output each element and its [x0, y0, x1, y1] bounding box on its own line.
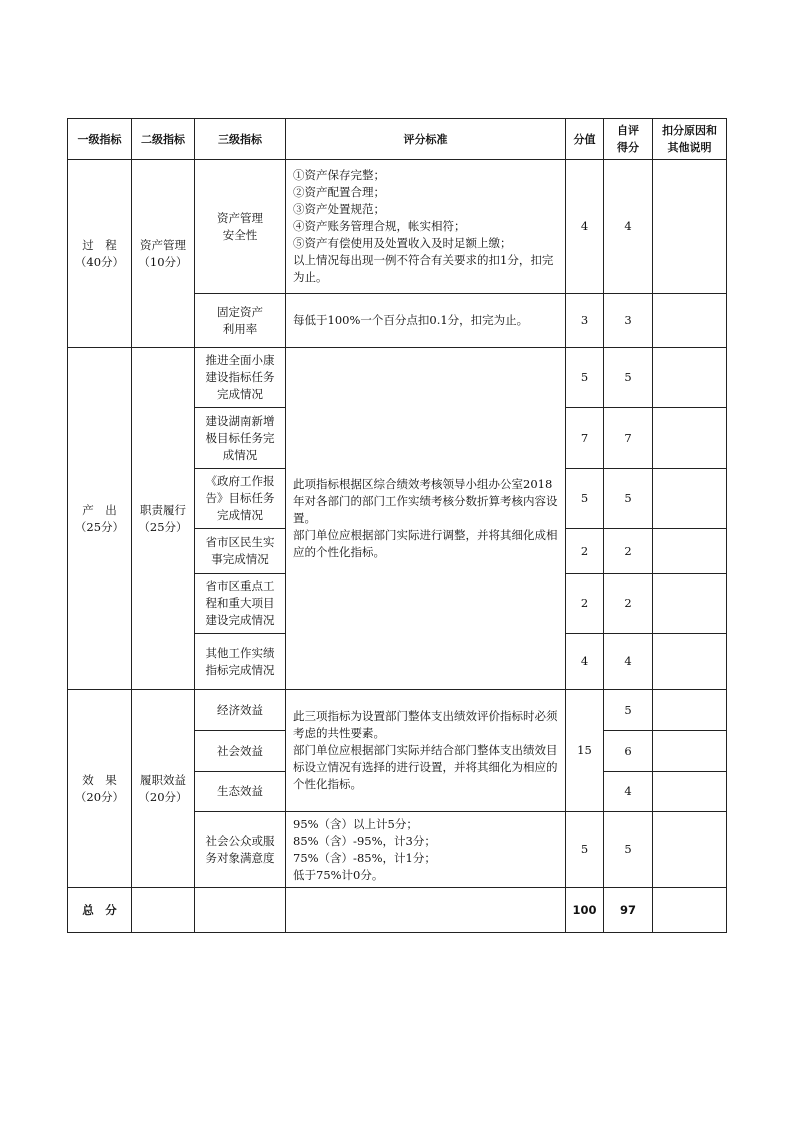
deduct-cell — [653, 772, 727, 812]
deduct-cell — [653, 529, 727, 574]
level3-cell: 推进全面小康建设指标任务完成情况 — [195, 348, 286, 408]
criteria-cell — [286, 812, 566, 888]
output-level1-cell — [68, 348, 132, 690]
level3-cell: 省市区民生实事完成情况 — [195, 529, 286, 574]
criteria-line: ④资产账务管理合规，帐实相符； — [293, 219, 466, 233]
self-score-cell: 5 — [604, 348, 653, 408]
effect-criteria-cell — [286, 690, 566, 812]
criteria-line: 低于75%计0分。 — [293, 867, 384, 882]
effect-level2-cell — [132, 690, 195, 888]
level3-cell: 省市区重点工程和重大项目建设完成情况 — [195, 574, 286, 634]
header-deduct-line1: 扣分原因和 — [662, 124, 717, 137]
self-score-cell: 2 — [604, 529, 653, 574]
level3-cell — [195, 294, 286, 348]
self-score-cell: 6 — [604, 731, 653, 772]
level3-cell: 社会效益 — [195, 731, 286, 772]
effect-level1-score: （20分） — [74, 789, 125, 804]
output-level2-score: （25分） — [138, 519, 188, 534]
self-score-cell: 2 — [604, 574, 653, 634]
self-score-cell: 4 — [604, 160, 653, 294]
deduct-cell — [653, 888, 727, 933]
criteria-line: 85%（含）-95%，计3分； — [293, 833, 436, 848]
process-level2-cell — [132, 160, 195, 348]
empty-cell — [195, 888, 286, 933]
header-level3: 三级指标 — [195, 119, 286, 160]
criteria-line: ③资产处置规范； — [293, 202, 385, 216]
self-score-cell: 5 — [604, 690, 653, 731]
deduct-cell — [653, 731, 727, 772]
table-row — [68, 690, 727, 731]
header-self-score-line2: 得分 — [617, 141, 639, 154]
level3-cell: 其他工作实绩指标完成情况 — [195, 634, 286, 690]
level3-cell: 《政府工作报告》目标任务完成情况 — [195, 469, 286, 529]
effect-level2: 履职效益 — [140, 772, 186, 787]
header-deduct-reason — [653, 119, 727, 160]
table-row — [68, 160, 727, 294]
self-score-cell: 3 — [604, 294, 653, 348]
score-cell: 5 — [566, 348, 604, 408]
criteria-line: 95%（含）以上计5分； — [293, 816, 418, 831]
header-deduct-line2: 其他说明 — [667, 141, 712, 154]
total-score: 100 — [566, 888, 604, 933]
score-cell: 5 — [566, 469, 604, 529]
criteria-line: 此项指标根据区综合绩效考核领导小组办公室2018年对各部门的部门工作实绩考核分数折算考核内容设置。 — [293, 477, 558, 525]
empty-cell — [132, 888, 195, 933]
self-score-cell: 5 — [604, 812, 653, 888]
level3-cell — [195, 160, 286, 294]
level3-cell: 建设湖南新增极目标任务完成情况 — [195, 408, 286, 469]
criteria-line: 75%（含）-85%，计1分； — [293, 850, 436, 865]
deduct-cell — [653, 469, 727, 529]
criteria-line: 部门单位应根据部门实际进行调整，并将其细化成相应的个性化指标。 — [293, 528, 558, 559]
level3-line: 固定资产 — [217, 304, 263, 319]
self-score-cell: 5 — [604, 469, 653, 529]
criteria-line: 部门单位应根据部门实际并结合部门整体支出绩效目标设立情况有选择的进行设置，并将其细化为相应的个性化指标。 — [293, 743, 558, 791]
header-level2: 二级指标 — [132, 119, 195, 160]
deduct-cell — [653, 812, 727, 888]
score-cell: 2 — [566, 529, 604, 574]
level3-cell: 生态效益 — [195, 772, 286, 812]
effect-level1: 效 果 — [82, 772, 117, 787]
effect-level1-cell — [68, 690, 132, 888]
process-level1: 过 程 — [82, 237, 117, 252]
deduct-cell — [653, 294, 727, 348]
total-label: 总 分 — [68, 888, 132, 933]
level3-cell: 社会公众或服务对象满意度 — [195, 812, 286, 888]
score-cell: 3 — [566, 294, 604, 348]
header-score: 分值 — [566, 119, 604, 160]
process-level2: 资产管理 — [140, 237, 186, 252]
criteria-cell — [286, 160, 566, 294]
header-self-score-line1: 自评 — [617, 124, 639, 137]
self-score-cell: 4 — [604, 634, 653, 690]
score-cell: 2 — [566, 574, 604, 634]
deduct-cell — [653, 690, 727, 731]
criteria-line: ②资产配置合理； — [293, 185, 385, 199]
deduct-cell — [653, 408, 727, 469]
effect-group-score-cell: 15 — [566, 690, 604, 812]
deduct-cell — [653, 348, 727, 408]
header-criteria: 评分标准 — [286, 119, 566, 160]
output-criteria-cell — [286, 348, 566, 690]
deduct-cell — [653, 634, 727, 690]
table-row — [68, 348, 727, 408]
score-cell: 7 — [566, 408, 604, 469]
total-row — [68, 888, 727, 933]
criteria-line: ⑤资产有偿使用及处置收入及时足额上缴； — [293, 236, 512, 250]
score-cell: 5 — [566, 812, 604, 888]
level3-line: 资产管理 — [217, 210, 263, 225]
score-cell: 4 — [566, 160, 604, 294]
level3-line: 利用率 — [222, 321, 258, 336]
process-level1-cell — [68, 160, 132, 348]
level3-line: 安全性 — [222, 227, 258, 242]
score-cell: 4 — [566, 634, 604, 690]
total-self-score: 97 — [604, 888, 653, 933]
output-level2-cell — [132, 348, 195, 690]
output-level1: 产 出 — [82, 502, 117, 517]
process-level1-score: （40分） — [74, 254, 125, 269]
self-score-cell: 7 — [604, 408, 653, 469]
performance-evaluation-table — [67, 118, 727, 933]
output-level2: 职责履行 — [140, 502, 186, 517]
deduct-cell — [653, 574, 727, 634]
header-self-score — [604, 119, 653, 160]
process-level2-score: （10分） — [138, 254, 188, 269]
criteria-cell: 每低于100%一个百分点扣0.1分，扣完为止。 — [286, 294, 566, 348]
header-row — [68, 119, 727, 160]
criteria-line: 此三项指标为设置部门整体支出绩效评价指标时必须考虑的共性要素。 — [293, 709, 558, 740]
self-score-cell: 4 — [604, 772, 653, 812]
effect-level2-score: （20分） — [138, 789, 188, 804]
criteria-line: ①资产保存完整； — [293, 168, 385, 182]
header-level1: 一级指标 — [68, 119, 132, 160]
deduct-cell — [653, 160, 727, 294]
level3-cell: 经济效益 — [195, 690, 286, 731]
criteria-line: 以上情况每出现一例不符合有关要求的扣1分，扣完为止。 — [293, 253, 554, 284]
empty-cell — [286, 888, 566, 933]
output-level1-score: （25分） — [74, 519, 125, 534]
